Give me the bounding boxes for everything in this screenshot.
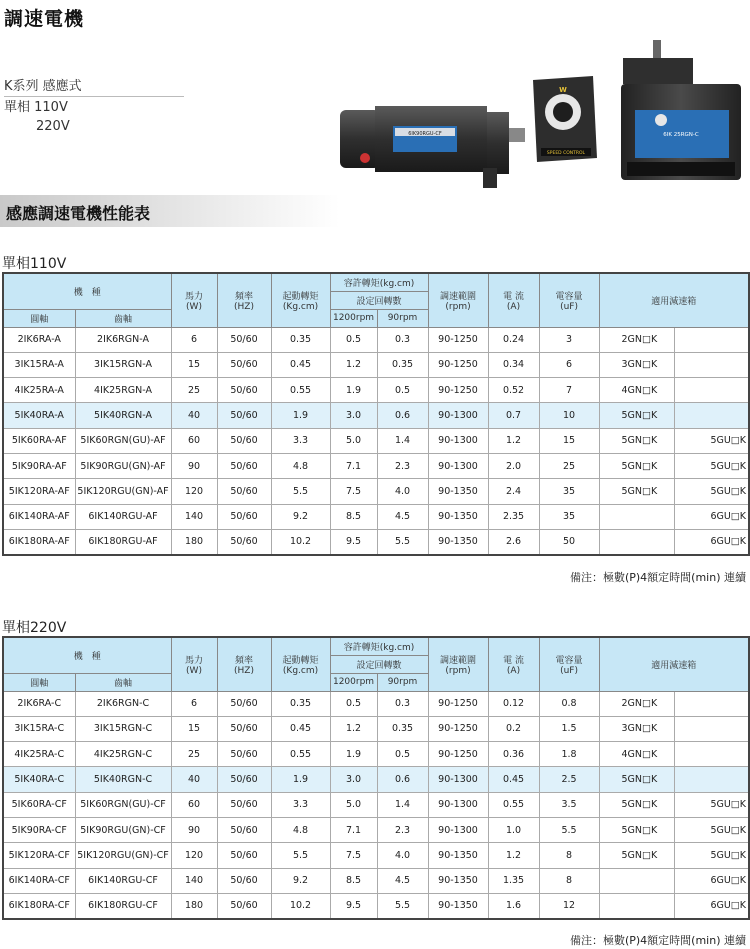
table-cell: 2GN□K	[599, 691, 674, 716]
table-cell	[674, 716, 749, 741]
table-cell: 90-1300	[428, 792, 488, 817]
table-cell: 90-1250	[428, 716, 488, 741]
table-cell: 50/60	[217, 529, 271, 554]
motor-right	[621, 40, 741, 180]
table-cell: 40	[171, 403, 217, 428]
series-label: K系列 感應式	[4, 75, 184, 97]
speed-controller	[533, 76, 597, 162]
table-cell: 12	[539, 893, 599, 918]
table-cell: 6GU□K	[674, 529, 749, 554]
table-cell: 4IK25RGN-C	[75, 742, 171, 767]
table-row	[3, 504, 749, 529]
table-cell: 90-1250	[428, 378, 488, 403]
table-cell: 5IK60RA-CF	[3, 792, 75, 817]
table-cell: 1.8	[539, 742, 599, 767]
table-cell: 5IK120RA-AF	[3, 479, 75, 504]
table-cell: 120	[171, 843, 217, 868]
table-cell: 5GU□K	[674, 428, 749, 453]
table-cell: 7.5	[330, 843, 377, 868]
header-speed-range: 調速範圍 (rpm)	[428, 273, 488, 327]
header-90rpm: 90rpm	[377, 309, 428, 327]
table-cell: 6	[171, 691, 217, 716]
table-cell	[674, 352, 749, 377]
table-cell: 1.5	[539, 716, 599, 741]
table-cell: 50/60	[217, 504, 271, 529]
section-title: 感應調速電機性能表	[6, 204, 151, 223]
header-current: 電 流 (A)	[488, 637, 539, 691]
table-cell: 7.1	[330, 453, 377, 478]
table-cell: 0.3	[377, 327, 428, 352]
motor-plate-text: 6IK90RGU-CF	[408, 131, 442, 137]
table-cell: 5GU□K	[674, 479, 749, 504]
table-row	[3, 403, 749, 428]
table-cell: 5GN□K	[599, 479, 674, 504]
table-cell: 6IK180RGU-AF	[75, 529, 171, 554]
header-gearbox: 適用減速箱	[599, 273, 749, 327]
table-cell: 3GN□K	[599, 352, 674, 377]
table-cell: 90-1300	[428, 428, 488, 453]
table-cell: 5IK90RGU(GN)-AF	[75, 453, 171, 478]
header-capacitor: 電容量 (uF)	[539, 273, 599, 327]
table-cell: 15	[171, 352, 217, 377]
table-cell: 0.6	[377, 403, 428, 428]
table-cell: 90-1300	[428, 817, 488, 842]
table-cell: 5.0	[330, 428, 377, 453]
table-cell: 5GU□K	[674, 453, 749, 478]
table-row	[3, 767, 749, 792]
table-cell: 2.35	[488, 504, 539, 529]
table-cell: 4.0	[377, 843, 428, 868]
table-cell	[674, 403, 749, 428]
table-cell: 1.9	[330, 742, 377, 767]
table-cell: 90-1300	[428, 453, 488, 478]
table-cell: 0.36	[488, 742, 539, 767]
table-cell: 2.5	[539, 767, 599, 792]
table-row	[3, 843, 749, 868]
table-cell: 3.3	[271, 792, 330, 817]
product-photo	[335, 40, 745, 200]
table-row	[3, 479, 749, 504]
table-row	[3, 868, 749, 893]
table-cell: 5IK40RA-C	[3, 767, 75, 792]
table-cell: 5IK90RA-CF	[3, 817, 75, 842]
table-cell: 50/60	[217, 403, 271, 428]
header-gear-shaft: 齒軸	[75, 673, 171, 691]
table-cell: 6IK180RGU-CF	[75, 893, 171, 918]
table-cell: 10.2	[271, 529, 330, 554]
table-cell: 6IK180RA-CF	[3, 893, 75, 918]
table-cell: 4.5	[377, 504, 428, 529]
table-cell	[599, 504, 674, 529]
table-cell: 7.5	[330, 479, 377, 504]
table-cell	[674, 742, 749, 767]
table-cell: 2IK6RA-A	[3, 327, 75, 352]
table-cell: 90-1250	[428, 742, 488, 767]
table-cell: 50/60	[217, 893, 271, 918]
phase-voltage-110: 單相 110V	[4, 100, 68, 115]
table-cell: 4.5	[377, 868, 428, 893]
header-1200rpm: 1200rpm	[330, 673, 377, 691]
table-cell: 5.5	[377, 529, 428, 554]
table-cell	[674, 767, 749, 792]
table-cell: 5IK60RA-AF	[3, 428, 75, 453]
header-gear-shaft: 齒軸	[75, 309, 171, 327]
table-cell: 50/60	[217, 742, 271, 767]
header-power: 馬力 (W)	[171, 637, 217, 691]
table-cell: 9.2	[271, 868, 330, 893]
table-cell: 1.9	[330, 378, 377, 403]
table-220v-title: 單相220V	[2, 620, 67, 636]
table-cell: 1.9	[271, 767, 330, 792]
table-cell: 50/60	[217, 352, 271, 377]
table-cell: 5IK40RGN-A	[75, 403, 171, 428]
table-cell: 2IK6RA-C	[3, 691, 75, 716]
table-cell: 60	[171, 428, 217, 453]
table-cell: 90-1350	[428, 868, 488, 893]
header-set-speed: 設定回轉數	[330, 655, 428, 673]
table-cell: 9.5	[330, 529, 377, 554]
table-row	[3, 742, 749, 767]
table-cell: 5IK90RA-AF	[3, 453, 75, 478]
table-cell: 3	[539, 327, 599, 352]
table-cell: 2.4	[488, 479, 539, 504]
table-cell: 50/60	[217, 428, 271, 453]
table-cell: 1.4	[377, 792, 428, 817]
table-cell: 4.8	[271, 453, 330, 478]
table-cell: 50/60	[217, 716, 271, 741]
table-cell: 1.2	[488, 428, 539, 453]
table-cell: 1.2	[330, 352, 377, 377]
table-cell: 5.0	[330, 792, 377, 817]
controller-brand: W	[559, 86, 567, 94]
table-cell: 50/60	[217, 453, 271, 478]
table-row	[3, 352, 749, 377]
header-speed-range: 調速範圍 (rpm)	[428, 637, 488, 691]
table-cell: 3.0	[330, 767, 377, 792]
table-row	[3, 691, 749, 716]
table-cell: 5IK40RA-A	[3, 403, 75, 428]
header-start-torque: 起動轉矩 (Kg.cm)	[271, 273, 330, 327]
table-cell: 180	[171, 893, 217, 918]
table-cell: 4.0	[377, 479, 428, 504]
spec-table-110v	[2, 272, 750, 556]
header-round-shaft: 圓軸	[3, 309, 75, 327]
table-cell: 8	[539, 843, 599, 868]
table-cell: 90-1250	[428, 691, 488, 716]
table-cell: 50/60	[217, 792, 271, 817]
table-cell: 1.35	[488, 868, 539, 893]
table-cell: 0.3	[377, 691, 428, 716]
page-title: 調速電機	[4, 8, 85, 30]
table-cell: 0.35	[377, 716, 428, 741]
section-header	[0, 195, 340, 227]
header-capacitor: 電容量 (uF)	[539, 637, 599, 691]
table-cell: 4GN□K	[599, 742, 674, 767]
table-cell: 7.1	[330, 817, 377, 842]
table-cell: 1.6	[488, 893, 539, 918]
table-cell: 7	[539, 378, 599, 403]
table-cell: 0.5	[377, 378, 428, 403]
table-cell: 15	[539, 428, 599, 453]
table-cell: 35	[539, 479, 599, 504]
header-current: 電 流 (A)	[488, 273, 539, 327]
table-cell: 5.5	[539, 817, 599, 842]
table-cell: 10	[539, 403, 599, 428]
motor2-plate-text: 6IK 25RGN-C	[663, 132, 699, 138]
table-cell: 50/60	[217, 479, 271, 504]
table-cell: 6IK140RGU-CF	[75, 868, 171, 893]
table-cell: 0.45	[271, 716, 330, 741]
table-cell: 180	[171, 529, 217, 554]
header-set-speed: 設定回轉數	[330, 291, 428, 309]
table-cell: 40	[171, 767, 217, 792]
table-cell: 0.45	[271, 352, 330, 377]
table-cell	[599, 868, 674, 893]
table-cell: 4IK25RA-C	[3, 742, 75, 767]
header-power: 馬力 (W)	[171, 273, 217, 327]
table-cell: 50	[539, 529, 599, 554]
table-cell: 50/60	[217, 327, 271, 352]
table-cell: 0.35	[271, 327, 330, 352]
table-cell: 50/60	[217, 843, 271, 868]
table-cell: 1.9	[271, 403, 330, 428]
phase-voltage-220: 220V	[36, 119, 70, 134]
table-cell: 0.5	[330, 327, 377, 352]
table-cell: 6IK180RA-AF	[3, 529, 75, 554]
table-cell: 0.35	[377, 352, 428, 377]
table-cell: 5IK120RGU(GN)-AF	[75, 479, 171, 504]
table-cell: 5GU□K	[674, 792, 749, 817]
table-cell: 50/60	[217, 868, 271, 893]
table-cell: 0.6	[377, 767, 428, 792]
table-cell	[674, 327, 749, 352]
header-round-shaft: 圓軸	[3, 673, 75, 691]
table-cell: 6	[539, 352, 599, 377]
table-cell: 0.24	[488, 327, 539, 352]
table-cell: 6GU□K	[674, 868, 749, 893]
phase-voltage-list	[4, 98, 70, 136]
table-cell: 50/60	[217, 691, 271, 716]
table-cell: 5IK60RGN(GU)-AF	[75, 428, 171, 453]
table-cell: 90-1350	[428, 504, 488, 529]
table-110v-body	[3, 327, 749, 555]
table-cell: 0.55	[271, 742, 330, 767]
table-cell: 15	[171, 716, 217, 741]
table-cell: 1.2	[330, 716, 377, 741]
table-cell: 0.8	[539, 691, 599, 716]
table-cell: 5GN□K	[599, 843, 674, 868]
table-cell: 3.0	[330, 403, 377, 428]
table-cell: 90-1250	[428, 327, 488, 352]
table-cell: 10.2	[271, 893, 330, 918]
table-cell: 0.12	[488, 691, 539, 716]
header-freq: 頻率 (HZ)	[217, 273, 271, 327]
table-cell: 5GN□K	[599, 403, 674, 428]
header-90rpm: 90rpm	[377, 673, 428, 691]
table-cell: 5GU□K	[674, 843, 749, 868]
table-cell: 6	[171, 327, 217, 352]
table-cell: 50/60	[217, 817, 271, 842]
table-cell: 5IK40RGN-C	[75, 767, 171, 792]
table-cell: 3IK15RGN-C	[75, 716, 171, 741]
table-cell: 0.7	[488, 403, 539, 428]
table-cell: 6IK140RGU-AF	[75, 504, 171, 529]
table-row	[3, 453, 749, 478]
table-cell: 25	[171, 378, 217, 403]
table-cell: 8.5	[330, 504, 377, 529]
table-cell: 90-1350	[428, 529, 488, 554]
table-cell: 0.34	[488, 352, 539, 377]
table-cell: 140	[171, 868, 217, 893]
table-220v-body	[3, 691, 749, 919]
table-cell: 5GN□K	[599, 792, 674, 817]
table-cell: 5.5	[271, 843, 330, 868]
table-cell: 90-1350	[428, 479, 488, 504]
table-cell: 90-1350	[428, 893, 488, 918]
header-model: 機 種	[3, 273, 171, 309]
table-cell: 140	[171, 504, 217, 529]
table-110v-title: 單相110V	[2, 256, 67, 272]
table-cell: 4.8	[271, 817, 330, 842]
table-cell: 5GN□K	[599, 817, 674, 842]
table-cell: 25	[539, 453, 599, 478]
motor-left	[340, 106, 525, 188]
header-1200rpm: 1200rpm	[330, 309, 377, 327]
table-cell: 6IK140RA-CF	[3, 868, 75, 893]
table-row	[3, 792, 749, 817]
table-cell	[674, 378, 749, 403]
table-cell: 5GN□K	[599, 767, 674, 792]
table-cell: 2.3	[377, 453, 428, 478]
table-cell: 8	[539, 868, 599, 893]
table-cell	[599, 529, 674, 554]
table-cell: 0.55	[271, 378, 330, 403]
table-cell: 0.5	[377, 742, 428, 767]
table-row	[3, 716, 749, 741]
table-cell: 1.0	[488, 817, 539, 842]
table-cell: 3IK15RA-C	[3, 716, 75, 741]
table-cell: 2.0	[488, 453, 539, 478]
header-start-torque: 起動轉矩 (Kg.cm)	[271, 637, 330, 691]
table-cell: 2.6	[488, 529, 539, 554]
table-cell	[599, 893, 674, 918]
table-row	[3, 817, 749, 842]
table-cell: 0.5	[330, 691, 377, 716]
table-cell: 90-1300	[428, 767, 488, 792]
table-cell: 5IK90RGU(GN)-CF	[75, 817, 171, 842]
table-cell: 5IK60RGN(GU)-CF	[75, 792, 171, 817]
table-cell: 25	[171, 742, 217, 767]
table-cell: 0.2	[488, 716, 539, 741]
table-cell: 0.52	[488, 378, 539, 403]
table-cell: 35	[539, 504, 599, 529]
table-cell: 8.5	[330, 868, 377, 893]
table-cell: 90-1250	[428, 352, 488, 377]
table-cell: 0.45	[488, 767, 539, 792]
controller-label: SPEED CONTROL	[546, 151, 586, 156]
table-cell: 2GN□K	[599, 327, 674, 352]
table-row	[3, 893, 749, 918]
table-cell: 5IK120RA-CF	[3, 843, 75, 868]
header-freq: 頻率 (HZ)	[217, 637, 271, 691]
table-cell: 2.3	[377, 817, 428, 842]
table-cell: 5.5	[377, 893, 428, 918]
table-row	[3, 378, 749, 403]
table-cell: 50/60	[217, 378, 271, 403]
table-cell: 3GN□K	[599, 716, 674, 741]
table-cell: 9.5	[330, 893, 377, 918]
table-cell: 5GN□K	[599, 428, 674, 453]
table-cell: 90	[171, 817, 217, 842]
table-cell: 4IK25RA-A	[3, 378, 75, 403]
table-cell: 90-1300	[428, 403, 488, 428]
table-cell: 2IK6RGN-C	[75, 691, 171, 716]
table-cell: 9.2	[271, 504, 330, 529]
table-cell: 90	[171, 453, 217, 478]
table-cell: 2IK6RGN-A	[75, 327, 171, 352]
table-cell: 1.2	[488, 843, 539, 868]
header-gearbox: 適用減速箱	[599, 637, 749, 691]
table-cell: 1.4	[377, 428, 428, 453]
table-cell: 6GU□K	[674, 893, 749, 918]
table-cell: 60	[171, 792, 217, 817]
table-cell: 6GU□K	[674, 504, 749, 529]
table-cell: 6IK140RA-AF	[3, 504, 75, 529]
table-row	[3, 529, 749, 554]
table-110v-note: 備注：極數(P)4額定時間(min) 連續	[569, 571, 746, 584]
table-cell	[674, 691, 749, 716]
header-model: 機 種	[3, 637, 171, 673]
table-cell: 4GN□K	[599, 378, 674, 403]
table-cell: 50/60	[217, 767, 271, 792]
table-cell: 3.5	[539, 792, 599, 817]
table-cell: 0.35	[271, 691, 330, 716]
table-cell: 3IK15RGN-A	[75, 352, 171, 377]
table-cell: 5GU□K	[674, 817, 749, 842]
table-cell: 3.3	[271, 428, 330, 453]
table-row	[3, 327, 749, 352]
table-cell: 120	[171, 479, 217, 504]
table-cell: 90-1350	[428, 843, 488, 868]
table-cell: 3IK15RA-A	[3, 352, 75, 377]
header-allow-torque: 容許轉矩(kg.cm)	[330, 273, 428, 291]
spec-table-220v	[2, 636, 750, 920]
table-220v-note: 備注：極數(P)4額定時間(min) 連續	[569, 934, 746, 947]
table-cell: 0.55	[488, 792, 539, 817]
table-row	[3, 428, 749, 453]
table-cell: 4IK25RGN-A	[75, 378, 171, 403]
table-cell: 5GN□K	[599, 453, 674, 478]
header-allow-torque: 容許轉矩(kg.cm)	[330, 637, 428, 655]
table-cell: 5.5	[271, 479, 330, 504]
table-cell: 5IK120RGU(GN)-CF	[75, 843, 171, 868]
